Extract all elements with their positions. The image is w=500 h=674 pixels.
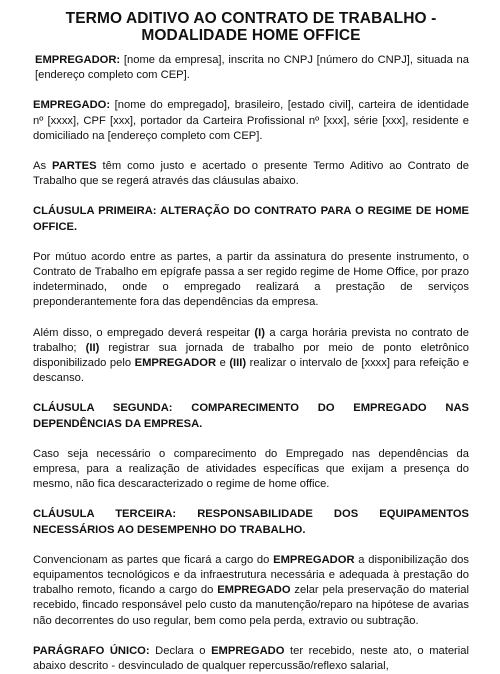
clausula-segunda-heading: [33, 401, 469, 431]
label-empregado: EMPREGADO:: [33, 99, 111, 112]
extra-bold-4: (III): [229, 357, 247, 370]
c3-text-2: a disponibilização dos equipamentos tecnológicos e da infraestrutura necessária e adequada à prestação do trabalho remoto, ficando a cargo do: [33, 553, 469, 597]
clausula-terceira-text: [33, 553, 469, 629]
paragrafo-unico-label: PARÁGRAFO ÚNICO:: [33, 644, 150, 657]
c3-text-3: zelar pela preservação do material recebido, fincado responsável pelo custo da manutenção/reparo na hipótese de avarias não decorrentes do uso regular, bem como pela perda, extravio ou subtração.: [33, 584, 469, 627]
label-partes: PARTES: [52, 160, 97, 173]
extra-text-2: a carga horária prevista no contrato de trabalho;: [33, 326, 469, 354]
pu-bold-1: EMPREGADO: [211, 644, 285, 657]
title-line-1: TERMO ADITIVO AO CONTRATO DE TRABALHO -: [65, 10, 437, 27]
pu-text-1: Declara o: [149, 644, 212, 657]
text-partes-before: As: [33, 160, 53, 173]
text-empregador: [nome da empresa], inscrita no CNPJ [número do CNPJ], situada na [endereço completo com CEP].: [35, 54, 469, 82]
clausula-primeira-extra: [33, 326, 469, 387]
paragrafo-unico: [33, 644, 469, 674]
extra-text-1: Além disso, o empregado deverá respeitar: [33, 326, 255, 339]
text-partes-after: têm como justo e acertado o presente Termo Aditivo ao Contrato de Trabalho que se regerá através das cláusulas abaixo.: [33, 160, 469, 188]
paragraph-partes: [33, 159, 469, 189]
extra-bold-1: (I): [254, 326, 265, 339]
extra-bold-3: EMPREGADOR: [134, 357, 217, 370]
document-page: [33, 10, 469, 673]
pu-text-2: ter recebido, neste ato, o material abaixo descrito - desvinculado de qualquer repercussão/reflexo salarial,: [33, 644, 469, 673]
c3-bold-1: EMPREGADOR: [273, 553, 355, 566]
clausula-primeira-heading: CLÁUSULA PRIMEIRA: ALTERAÇÃO DO CONTRATO PARA O REGIME DE HOME OFFICE.: [33, 205, 469, 233]
title-line-2: MODALIDADE HOME OFFICE: [141, 27, 361, 44]
extra-text-3: registrar sua jornada de trabalho por meio de ponto eletrônico disponibilizado pelo: [33, 341, 469, 370]
clausula-segunda-heading-line-1: CLÁUSULA SEGUNDA: COMPARECIMENTO DO EMPREGADO NAS: [33, 402, 469, 415]
label-empregador: EMPREGADOR:: [35, 54, 121, 66]
clausula-terceira-heading-line-1: CLÁUSULA TERCEIRA: RESPONSABILIDADE DOS EQUIPAMENTOS: [33, 508, 469, 521]
clausula-segunda-heading-line-2: DEPENDÊNCIAS DA EMPRESA.: [33, 417, 203, 430]
clausula-primeira-text: Por mútuo acordo entre as partes, a partir da assinatura do presente instrumento, o Contrato de Trabalho em epígrafe passa a ser regido regime de Home Office, por prazo indeterminado, onde o empregado realizará a prestação de serviços preponderantemente fora das dependências da empresa.: [33, 250, 469, 309]
clausula-segunda-text: Caso seja necessário o comparecimento do Empregado nas dependências da empresa, para a realização de atividades específicas que exijam a presença do mesmo, não fica descaracterizado o regime de home office.: [33, 447, 469, 491]
document-title: [33, 10, 469, 44]
extra-bold-2: (II): [85, 341, 100, 354]
text-empregado: [nome do empregado], brasileiro, [estado civil], carteira de identidade nº [xxxx], CPF [xxx], portador da Carteira Profissional nº [xxx], série [xxx], residente e domiciliado na [endereço completo com CEP].: [33, 99, 469, 142]
c3-text-1: Convencionam as partes que ficará a cargo do: [33, 553, 274, 566]
extra-text-5: realizar o intervalo de [xxxx] para refeição e descanso.: [33, 357, 469, 385]
c3-bold-2: EMPREGADO: [217, 584, 291, 597]
paragraph-empregador: [33, 53, 469, 83]
clausula-terceira-heading-line-2: NECESSÁRIOS AO DESEMPENHO DO TRABALHO.: [33, 523, 306, 536]
paragraph-empregado: [33, 98, 469, 144]
extra-text-4: e: [216, 357, 230, 370]
clausula-terceira-heading: [33, 507, 469, 537]
